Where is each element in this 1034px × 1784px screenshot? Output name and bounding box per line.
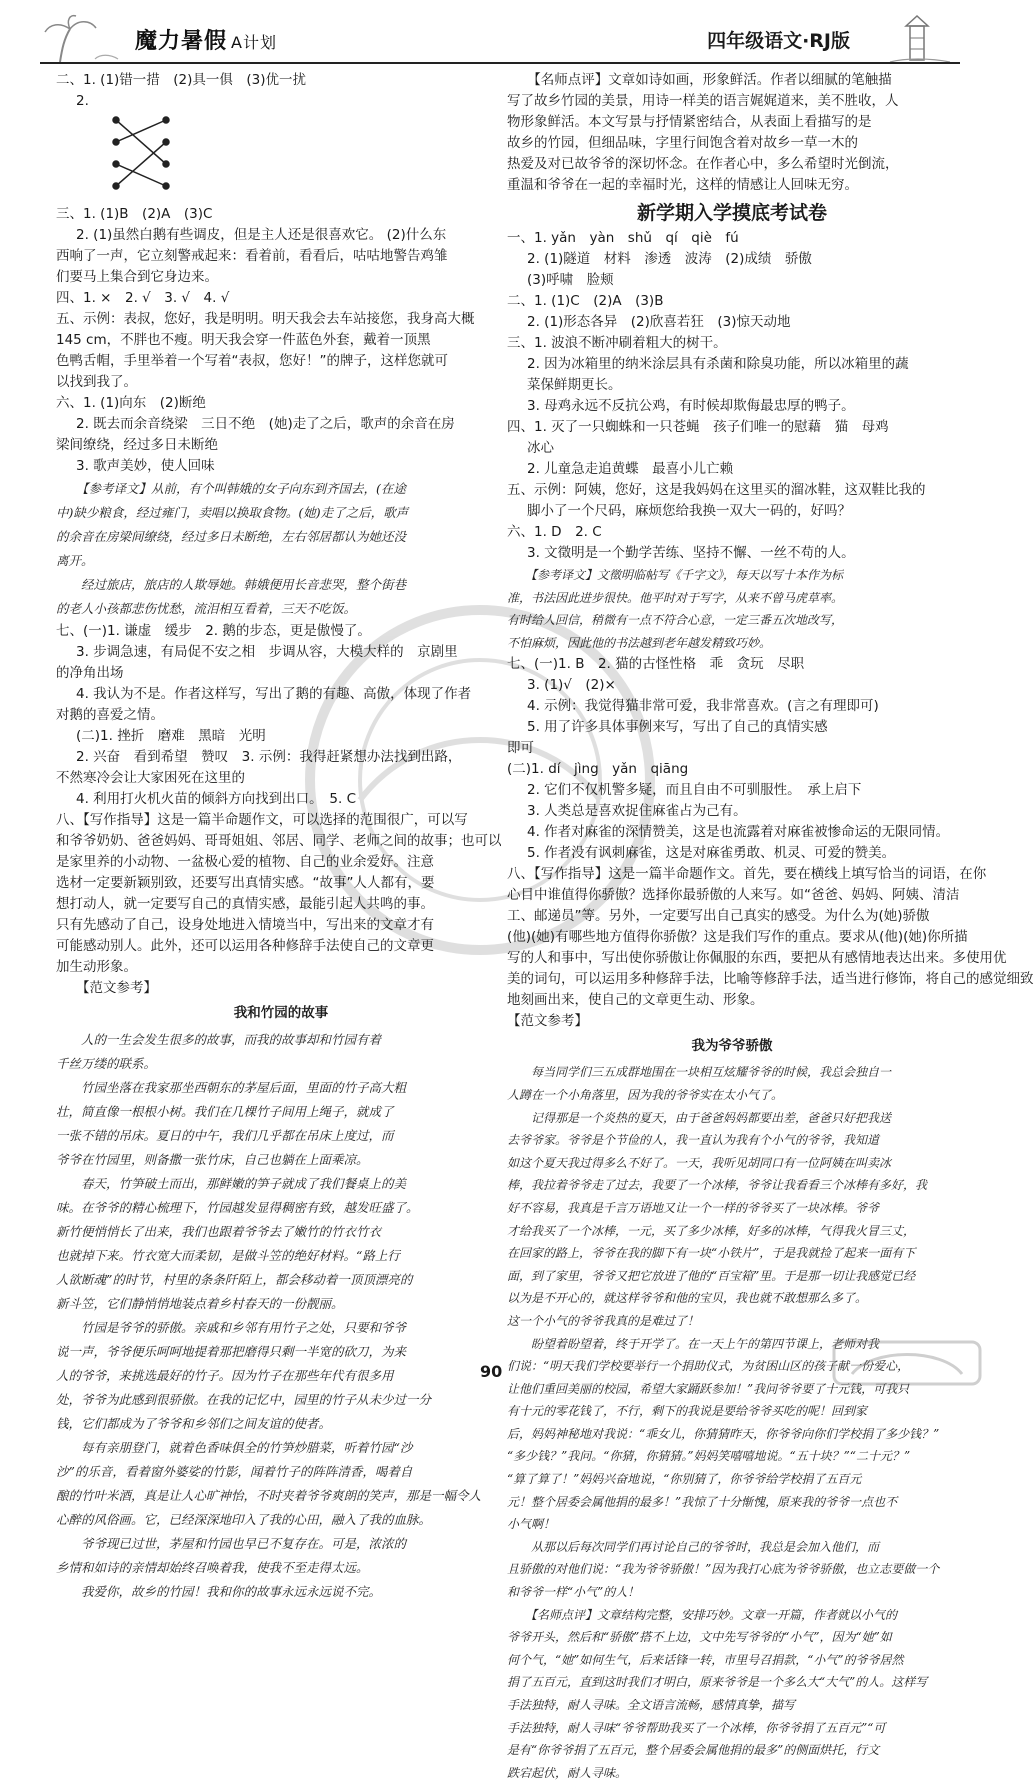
answer-line: 3. (1)√ (2)×: [527, 677, 616, 694]
writing-guide-line: 只有先感动了自己，设身处地进入情境当中，写出来的文章才有: [56, 917, 434, 933]
essay-line: 手法独特，耐人寻味“爷爷帮助我买了一个冰棒，你爷爷捐了五百元”“可: [507, 1720, 886, 1735]
essay-line: 说一声，爷爷便乐呵呵地提着那把磨得只剩一半宽的砍刀，为来: [56, 1344, 407, 1359]
handwritten-line: 准，书法因此进步很快。他平时对于写字，从来不曾马虎草率。: [507, 590, 844, 605]
essay-line: 竹园是爷爷的骄傲。亲戚和乡邻有用竹子之处，只要和爷爷: [56, 1320, 407, 1335]
essay-line: 人蹲在一个小角落里，因为我的爷爷实在太小气了。: [507, 1087, 784, 1102]
essay-line: 何个气，“她”如何生气，后来话锋一转，市里号召捐款，“小气”的爷爷居然: [507, 1652, 904, 1667]
essay-line: 从那以后每次同学们再讨论自己的爷爷时，我总是会加入他们，而: [507, 1539, 880, 1554]
answer-line: 3. 歌声美妙，使人回味: [76, 458, 215, 474]
essay-line: 手法独特，耐人寻味。全文语言流畅，感情真挚，描写: [507, 1698, 796, 1712]
essay-line: “多少钱？”我问。“你猜，你猜猜。”妈妈笑嘻嘻地说。“五十块？”“二十元？”: [507, 1449, 911, 1464]
essay-line: 有十元的零花钱了，不行，剩下的我说是要给爷爷买吃的呢！回到家: [507, 1404, 868, 1419]
header-divider: [40, 62, 960, 64]
answer-line: 3. 步调急速，有局促不安之相 步调从容，大模大样的 京剧里: [76, 644, 458, 660]
essay-line: 这一个小气的爷爷我真的是难过了！: [507, 1313, 700, 1328]
writing-guide-line: 八、【写作指导】这是一篇半命题作文，可以选择的范围很广，可以写: [56, 812, 468, 828]
right-column: [507, 70, 1034, 1780]
essay-line: 跌宕起伏，耐人寻味。: [507, 1765, 628, 1780]
writing-guide-line: 地刻画出来，使自己的文章更生动、形象。: [507, 992, 764, 1009]
answer-line: 二、1. (1)错一措 (2)具一俱 (3)优一扰: [56, 72, 307, 88]
answer-line: 菜保鲜期更长。: [527, 377, 622, 393]
essay-line: 爷爷开头，然后和“骄傲”搭不上边，文中先写爷爷的“小气”，因为“她”如: [507, 1630, 892, 1645]
handwritten-line: 经过旅店，旅店的人欺辱她。韩娥便用长音悲哭，整个街巷: [56, 577, 407, 592]
essay-line: 捐了五百元，直到这时我们才明白，原来爷爷是一个多么大“大气”的人。这样写: [507, 1675, 928, 1690]
answer-line: 4. 我认为不是。作者这样写，写出了鹅的有趣、高傲，体现了作者: [76, 686, 472, 702]
answer-line: 色鸭舌帽，手里举着一个写着“表叔，您好！”的牌子，这样您就可: [56, 353, 448, 369]
answer-line: 2. (1)形态各异 (2)欣喜若狂 (3)惊天动地: [527, 314, 791, 330]
handwritten-line: 有时给人回信，稍微有一点不符合心意，一定三番五次地改写，: [507, 613, 844, 628]
essay-line: 让他们重回美丽的校园，希望大家踊跃参加！”我问爷爷要了十元钱，可我只: [507, 1381, 910, 1396]
answer-line: 3. 人类总是喜欢捉住麻雀占为己有。: [527, 803, 747, 820]
essay-line: 后，妈妈神秘地对我说：“乖女儿，你猜猜昨天，你爷爷向你们学校捐了多少钱？”: [507, 1426, 940, 1441]
handwritten-line: 的老人小孩都悲伤忧愁，流泪相互看着，三天不吃饭。: [56, 601, 357, 616]
answer-line: 四、1. 灭了一只蜘蛛和一只苍蝇 孩子们唯一的慰藉 猫 母鸡: [507, 419, 889, 435]
essay-line: 如这个夏天我过得多么不好了。一天，我听见胡同口有一位阿姨在叫卖冰: [507, 1155, 892, 1170]
answer-line: 七、(一)1. 谦虚 缓步 2. 鹅的步态，更是傲慢了。: [56, 623, 371, 639]
comment-line: 重温和爷爷在一起的幸福时光，这样的情感让人回味无穷。: [507, 177, 858, 193]
answer-line: 3. 文徵明是一个勤学苦练、坚持不懈、一丝不苟的人。: [527, 545, 855, 561]
essay-line: 人的一生会发生很多的故事，而我的故事却和竹园有着: [56, 1032, 382, 1047]
writing-guide-line: 可能感动别人。此外，还可以运用各种修辞手法使自己的文章更: [56, 938, 434, 954]
answer-line: 六、1. D 2. C: [507, 524, 602, 540]
essay-line: 爷爷现已过世，茅屋和竹园也早已不复存在。可是，浓浓的: [56, 1536, 407, 1551]
essay-line: 元！整个居委会属他捐的最多！”我惊了十分惭愧，原来我的爷爷一点也不: [507, 1494, 898, 1509]
answer-line: 冰心: [527, 440, 554, 456]
answer-line: 2. 既去而余音绕梁 三日不绝 (她)走了之后，歌声的余音在房: [76, 416, 455, 432]
answer-line: 一、1. yǎn yàn shǔ qí qiè fú: [507, 230, 739, 246]
handwritten-line: 【参考译文】文徵明临帖写《千字文》，每天以写十本作为标: [507, 568, 844, 582]
brand-name: 魔力暑假: [135, 29, 228, 54]
essay-line: 心醉的风俗画。它，已经深深地印入了我的心田，融入了我的血脉。: [56, 1512, 432, 1527]
answer-line: 五、示例：阿姨，您好，这是我妈妈在这里买的溜冰鞋，这双鞋比我的: [507, 482, 926, 498]
essay-line: 是有“你爷爷捐了五百元，整个居委会属他捐的最多”的侧面烘托，行文: [507, 1743, 880, 1758]
writing-guide-line: 加生动形象。: [56, 959, 137, 975]
handwritten-line: 【参考译文】从前，有个叫韩娥的女子向东到齐国去，(在途: [76, 481, 406, 496]
essay-line: 沙”的乐音，看着窗外婆娑的竹影，闻着竹子的阵阵清香，喝着自: [56, 1464, 413, 1479]
essay-line: 钱，它们都成为了爷爷和乡邻们之间友谊的使者。: [56, 1416, 332, 1431]
answer-line: 七、(一)1. B 2. 猫的古怪性格 乖 贪玩 尽职: [507, 656, 805, 673]
answer-line: 2. 它们不仅机警多疑，而且自由不可驯服性。 承上启下: [527, 782, 862, 799]
writing-guide-line: 写的人和事中，写出使你骄傲让你佩服的东西，要把从有感情地表达出来。多使用优: [507, 950, 1007, 967]
essay-line: 小气啊！: [507, 1517, 556, 1532]
essay-line: 在回家的路上，爷爷在我的脚下有一块“小铁片”，于是我就捡了起来一面有下: [507, 1246, 916, 1261]
essay-title: 我和竹园的故事: [233, 1005, 329, 1021]
answer-line: (二)1. 挫折 磨难 黑暗 光明: [76, 728, 266, 744]
answer-line: 六、1. (1)向东 (2)断绝: [56, 395, 206, 411]
essay-line: 壮，简直像一根根小树。我们在几棵竹子间用上绳子，就成了: [56, 1104, 394, 1119]
essay-line: 记得那是一个炎热的夏天，由于爸爸妈妈都要出差，爸爸只好把我送: [507, 1110, 892, 1125]
essay-line: 春天，竹笋破土而出，那鲜嫩的笋子就成了我们餐桌上的美: [56, 1176, 407, 1191]
essay-line: 竹园坐落在我家那坐西朝东的茅屋后面，里面的竹子高大粗: [56, 1080, 407, 1095]
handwritten-line: 不怕麻烦，因此他的书法越到老年越发精致巧妙。: [507, 635, 772, 650]
grade-label: 四年级语文·RJ版: [707, 30, 850, 52]
comment-line: 写了故乡竹园的美景，用诗一样美的语言娓娓道来，美不胜收，人: [507, 93, 899, 109]
palm-tree-icon: [40, 14, 130, 64]
answer-line: 3. 母鸡永远不反抗公鸡，有时候却欺侮最忠厚的鸭子。: [527, 398, 855, 414]
answer-line: 西响了一声，它立刻警戒起来：看着前，看看后，咕咕地警告鸡雏: [56, 248, 448, 264]
answer-line: 三、1. 波浪不断冲刷着粗大的树干。: [507, 335, 727, 351]
comment-line: 热爱及对已故爷爷的深切怀念。在作者心中，多么希望时光倒流，: [507, 156, 899, 172]
handwritten-line: 的余音在房梁间缭绕，经过多日未断绝，左右邻居都认为她还没: [56, 529, 407, 544]
essay-line: 每当同学们三五成群地围在一块相互炫耀爷爷的时候，我总会独自一: [507, 1065, 892, 1080]
answer-line: 145 cm，不胖也不瘦。明天我会穿一件蓝色外套，戴着一顶黑: [56, 332, 431, 348]
corner-watermark-logo: [832, 1338, 982, 1388]
answer-line: 4. 作者对麻雀的深情赞美，这是也流露着对麻雀被惨命运的无限同情。: [527, 824, 950, 841]
brand-title: [135, 24, 277, 55]
writing-guide-line: 心目中谁值得你骄傲？选择你最骄傲的人来写。如“爸爸、妈妈、阿姨、清洁: [507, 887, 960, 904]
section-title: 新学期入学摸底考试卷: [636, 202, 827, 224]
essay-line: 味。在爷爷的精心梳理下，竹园越发显得稠密有致，越发旺盛了。: [56, 1200, 419, 1215]
sample-essay-label: 【范文参考】: [507, 1013, 588, 1030]
answer-line: 5. 用了许多具体事例来写，写出了自己的真情实感: [527, 719, 828, 736]
essay-line: 新斗笠，它们静悄悄地装点着乡村春天的一份靓丽。: [56, 1296, 344, 1311]
essay-line: 去爷爷家。爷爷是个节俭的人，我一直认为我有个小气的爷爷，我知道: [507, 1133, 880, 1148]
essay-line: 人的爷爷，来挑选最好的竹子。因为竹子在那些年代有很多用: [56, 1368, 394, 1383]
sample-essay: [507, 1061, 957, 1784]
answer-line: 2. (1)隧道 材料 渗透 波涛 (2)成绩 骄傲: [527, 251, 812, 267]
sample-essay-label: 【范文参考】: [76, 980, 157, 996]
answer-line: 4. 示例：我觉得猫非常可爱，我非常喜欢。(言之有理即可): [527, 698, 879, 715]
comment-line: 故乡的竹园，但细品味，字里行间饱含着对故乡一草一木的: [507, 135, 858, 151]
essay-line: 以为是不开心的，就这样爷爷和他的宝贝，我也就不敢想那么多了。: [507, 1291, 868, 1306]
answer-line: 即可: [507, 740, 534, 757]
lighthouse-icon: [870, 14, 960, 64]
comment-line: 【名师点评】文章如诗如画，形象鲜活。作者以细腻的笔触描: [507, 72, 892, 88]
reference-translation: [56, 477, 506, 621]
essay-line: 我爱你，故乡的竹园！我和你的故事永远永远说不完。: [56, 1584, 382, 1599]
essay-line: 千丝万缕的联系。: [56, 1056, 157, 1071]
answer-line: (二)1. dí jìng yǎn qiāng: [507, 761, 689, 778]
answer-line: 的净角出场: [56, 665, 124, 681]
writing-guide-line: 选材一定要新颖别致，还要写出真情实感。“故事”人人都有，要: [56, 875, 435, 891]
handwritten-line: 中)缺少粮食，经过雍门，卖唱以换取食物。(她)走了之后，歌声: [56, 505, 409, 520]
essay-line: 乡情和如诗的亲情却始终召唤着我，使我不至走得太远。: [56, 1560, 369, 1575]
page-header: [40, 14, 960, 64]
answer-line: 2.: [76, 93, 89, 109]
answer-line: 4. 利用打火机火苗的倾斜方向找到出口。 5. C: [76, 791, 357, 807]
writing-guide-line: 八、【写作指导】这是一篇半命题作文。首先，要在横线上填写恰当的词语，在你: [507, 866, 987, 883]
essay-line: 棒，我拉着爷爷走了过去，我要了一个冰棒，爷爷让我看看三个冰棒有多好，我: [507, 1178, 928, 1193]
essay-line: “算了算了！”妈妈兴奋地说，“你别猜了，你爷爷给学校捐了五百元: [507, 1472, 862, 1487]
essay-line: 人欲断魂”的时节，村里的条条阡陌上，都会移动着一顶顶漂亮的: [56, 1272, 413, 1287]
answer-line: 四、1. × 2. √ 3. √ 4. √: [56, 290, 230, 306]
answer-line: 不然寒冷会让大家困死在这里的: [56, 770, 245, 786]
writing-guide-line: 是家里养的小动物、一盆极心爱的植物、自己的业余爱好。注意: [56, 854, 434, 870]
answer-line: 2. 兴奋 看到希望 赞叹 3. 示例：我得赶紧想办法找到出路，: [76, 749, 462, 765]
essay-line: 爷爷在竹园里，则备撒一张竹床，自己也躺在上面乘凉。: [56, 1152, 369, 1167]
essay-line: 【名师点评】文章结构完整，安排巧妙。文章一开篇，作者就以小气的: [507, 1607, 898, 1622]
answer-line: 2. 因为冰箱里的纳米涂层具有杀菌和除臭功能，所以冰箱里的蔬: [527, 356, 909, 372]
reference-translation: [507, 564, 957, 654]
answer-line: 对鹅的喜爱之情。: [56, 707, 164, 723]
answer-line: 2. (1)虽然白鹅有些调皮，但是主人还是很喜欢它。 (2)什么东: [76, 227, 447, 243]
comment-line: 物形象鲜活。本文写景与抒情紧密结合，从表面上看描写的是: [507, 114, 872, 130]
essay-line: 处，爷爷为此感到很骄傲。在我的记忆中，园里的竹子从未少过一分: [56, 1392, 432, 1407]
handwritten-line: 离开。: [56, 553, 94, 568]
essay-line: 们说：“明天我们学校要举行一个捐助仪式，为贫困山区的孩子献一份爱心，: [507, 1359, 910, 1374]
writing-guide-line: 工、邮递员”等。另外，一定要写出自己真实的感受。为什么为(她)骄傲: [507, 908, 930, 925]
answer-line: 5. 作者没有讽刺麻雀，这是对麻雀勇敢、机灵、可爱的赞美。: [527, 845, 896, 862]
brand-subtitle: A计划: [231, 33, 277, 52]
essay-line: 每有亲朋登门，就着色香味俱全的竹笋炒腊菜，听着竹园“沙: [56, 1440, 413, 1455]
answer-line: (3)呼啸 脸颊: [527, 272, 614, 288]
essay-line: 盼望着盼望着，终于开学了。在一天上午的第四节课上，老师对我: [507, 1336, 880, 1351]
essay-line: 和爷爷一样“小气”的人！: [507, 1585, 640, 1600]
answer-line: 2. 儿童急走追黄蝶 最喜小儿亡赖: [527, 461, 734, 477]
writing-guide-line: 和爷爷奶奶、爸爸妈妈、哥哥姐姐、邻居、同学、老师之间的故事；也可以: [56, 833, 502, 849]
answer-line: 二、1. (1)C (2)A (3)B: [507, 293, 664, 309]
answer-line: 脚小了一个尺码，麻烦您给我换一双大一码的，好吗？: [527, 503, 851, 519]
essay-line: 好不容易，我真是千言万语地又让一个一样的爷爷买了一块冰棒。爷爷: [507, 1200, 880, 1215]
writing-guide-line: 美的词句，可以运用多种修辞手法，比喻等修辞手法，适当进行修饰，将自己的感觉细致: [507, 971, 1034, 988]
essay-title: 我为爷爷骄傲: [691, 1038, 773, 1055]
matching-lines-figure: [56, 112, 506, 204]
writing-guide-line: (他)(她)有哪些地方值得你骄傲？这是我们写作的重点。要求从(他)(她)你所描: [507, 929, 968, 946]
answer-line: 三、1. (1)B (2)A (3)C: [56, 206, 213, 222]
answer-line: 们要马上集合到它身边来。: [56, 269, 218, 285]
essay-line: 酿的竹叶米酒，真是让人心旷神怡，不时夹着爷爷爽朗的笑声，那是一幅令人: [56, 1488, 482, 1503]
answer-line: 以找到我了。: [56, 374, 137, 390]
essay-line: 才给我买了一个冰棒，一元，买了多少冰棒，好多的冰棒，气得我火冒三丈，: [507, 1223, 916, 1238]
sample-essay: [56, 1028, 506, 1604]
writing-guide-line: 想打动人，就一定要写自己的真情实感，最能引起人共鸣的事。: [56, 896, 434, 912]
essay-line: 一张不错的吊床。夏日的中午，我们几乎都在吊床上度过，而: [56, 1128, 394, 1143]
essay-line: 也就掉下来。竹衣宽大而柔韧，是做斗笠的绝好材料。“路上行: [56, 1248, 400, 1263]
page-number: 90: [480, 1362, 503, 1381]
essay-line: 面，到了家里，爷爷又把它放进了他的“百宝箱”里。于是那一切让我感觉已经: [507, 1268, 916, 1283]
answer-line: 五、示例：表叔，您好，我是明明。明天我会去车站接您，我身高大概: [56, 311, 475, 327]
answer-line: 梁间缭绕，经过多日未断绝: [56, 437, 218, 453]
essay-line: 且骄傲的对他们说：“我为爷爷骄傲！”因为我打心底为爷爷骄傲，也立志要做一个: [507, 1562, 940, 1577]
essay-line: 新竹便悄悄长了出来，我们也跟着爷爷去了嫩竹的竹衣竹衣: [56, 1224, 382, 1239]
